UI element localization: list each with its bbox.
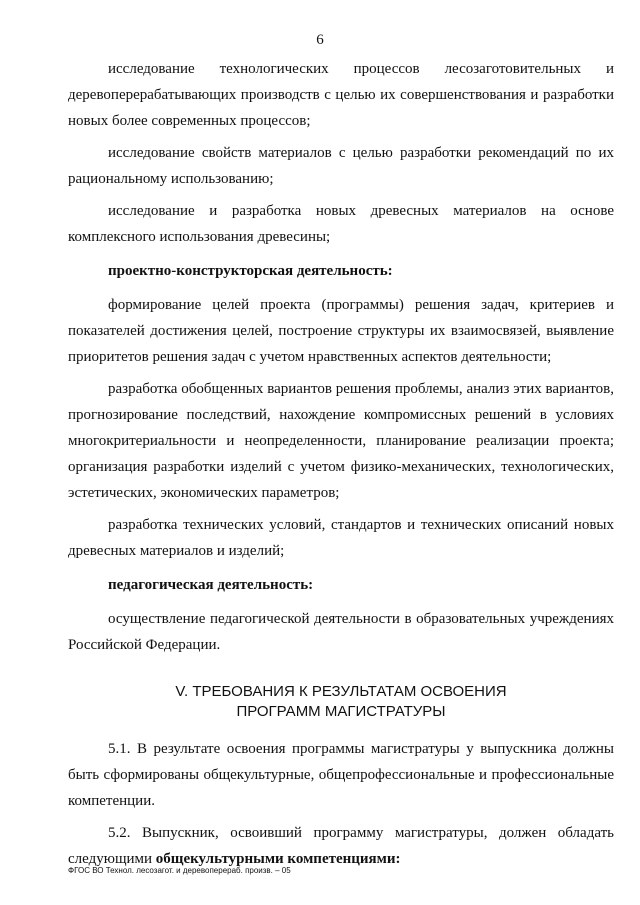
paragraph-research-materials: исследование свойств материалов с целью разработки рекомендаций по их рациональному использованию; <box>68 145 614 187</box>
paragraph-project-goals: формирование целей проекта (программы) решения задач, критериев и показателей достижения целей, построение структуры их взаимосвязей, выявление приоритетов решения задач с учетом нравственных аспектов деятельности; <box>68 297 614 365</box>
document-body <box>68 56 614 878</box>
paragraph-5-1: 5.1. В результате освоения программы магистратуры у выпускника должны быть сформированы общекультурные, общепрофессиональные и профессиональные компетенции. <box>68 741 614 809</box>
paragraph-research-new-materials: исследование и разработка новых древесных материалов на основе комплексного использования древесины; <box>68 203 614 245</box>
paragraph-technical-specs: разработка технических условий, стандартов и технических описаний новых древесных материалов и изделий; <box>68 517 614 559</box>
paragraph-research-processes: исследование технологических процессов лесозаготовительных и деревоперерабатывающих производств с целью их совершенствования и разработки новых более современных процессов; <box>68 61 614 129</box>
section-title-line1: V. ТРЕБОВАНИЯ К РЕЗУЛЬТАТАМ ОСВОЕНИЯ <box>175 683 507 700</box>
footer: ФГОС ВО Технол. лесозагот. и деревоперераб. произв. – 05 <box>68 866 291 875</box>
heading-design-activity: проектно-конструкторская деятельность: <box>108 263 393 279</box>
paragraph-5-2 <box>68 820 614 872</box>
paragraph-solution-variants: разработка обобщенных вариантов решения проблемы, анализ этих вариантов, прогнозирование последствий, нахождение компромиссных решений в условиях многокритериальности и неопределенности, планирование реализации проекта; организация разработки изделий с учетом физико-механических, технологических, эстетических, экономических параметров; <box>68 381 614 501</box>
page-number: 6 <box>316 32 324 48</box>
section-title-line2: ПРОГРАММ МАГИСТРАТУРЫ <box>236 703 446 720</box>
paragraph-5-2-text: 5.2. Выпускник, освоивший программу магистратуры, должен обладать следующими <box>68 825 614 867</box>
paragraph-5-2-bold: общекультурными компетенциями: <box>155 851 401 867</box>
paragraph-pedagogical: осуществление педагогической деятельности в образовательных учреждениях Российской Федерации. <box>68 611 614 653</box>
section-title <box>68 682 614 722</box>
heading-pedagogical-activity: педагогическая деятельность: <box>108 577 314 593</box>
